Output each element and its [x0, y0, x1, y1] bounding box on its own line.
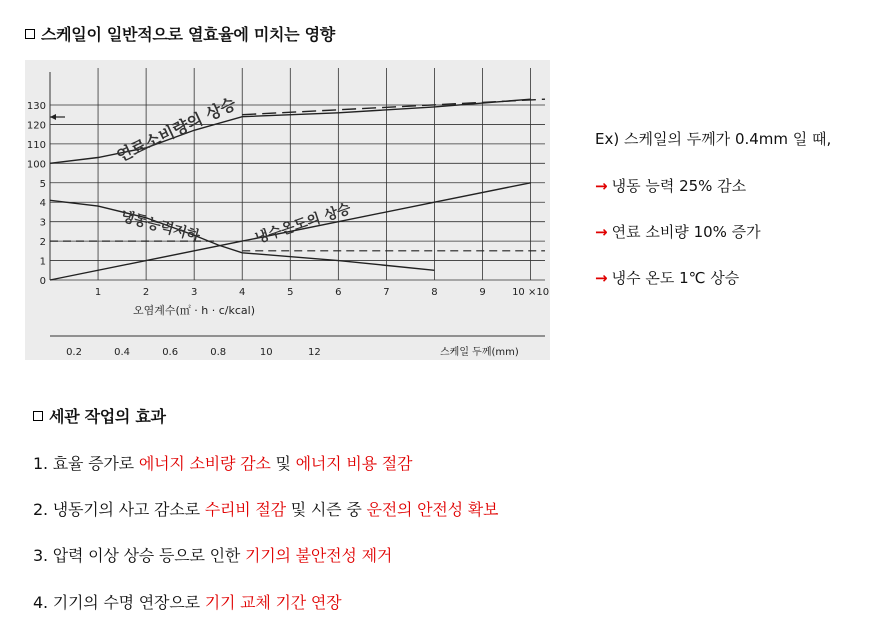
example-item-text: 냉동 능력 25% 감소	[611, 177, 747, 195]
list-item: 1. 효율 증가로 에너지 소비량 감소 및 에너지 비용 절감	[33, 454, 413, 473]
section-title-text: 스케일이 일반적으로 열효율에 미치는 영향	[41, 25, 335, 44]
y-tick-label: 4	[39, 198, 46, 210]
x2-tick-label: 10	[259, 347, 273, 358]
x2-tick-label: 0.4	[114, 347, 131, 358]
annotation-water: 냉수온도의 상승	[253, 200, 353, 247]
example-heading: Ex) 스케일의 두께가 0.4mm 일 때,	[595, 130, 832, 148]
x-axis-label: 오염계수(㎡ · h · c/kcal)	[133, 304, 256, 317]
square-bullet-icon	[33, 411, 43, 421]
x-tick-label: 5	[287, 287, 294, 298]
list-item: 3. 압력 이상 상승 등으로 인한 기기의 불안전성 제거	[33, 546, 393, 565]
y-tick-label: 5	[39, 178, 46, 190]
arrow-right-icon: →	[595, 223, 608, 241]
y-tick-label: 1	[39, 256, 46, 268]
annotation-fuel: 연료소비량의 상승	[113, 93, 239, 166]
x-tick-label: 6	[335, 287, 342, 298]
x2-tick-label: 0.2	[66, 347, 82, 358]
square-bullet-icon	[25, 29, 35, 39]
section-title-cleaning	[33, 404, 166, 427]
y-tick-label: 0	[39, 276, 46, 287]
scale-effect-chart	[25, 60, 550, 360]
x-tick-label: 7	[383, 287, 390, 298]
section-title-scale-effect	[25, 22, 335, 45]
x2-axis-label: 스케일 두께(mm)	[440, 347, 519, 358]
arrow-right-icon: →	[595, 177, 608, 195]
list-item: 2. 냉동기의 사고 감소로 수리비 절감 및 시즌 중 운전의 안전성 확보	[33, 500, 499, 519]
x2-tick-label: 0.6	[162, 347, 179, 358]
x-tick-label: 2	[142, 287, 150, 298]
x-tick-label: 3	[190, 287, 198, 298]
example-item	[595, 221, 761, 242]
y-tick-label: 110	[26, 139, 46, 151]
arrow-right-icon: →	[595, 269, 608, 287]
y-tick-label: 2	[39, 237, 46, 249]
x2-tick-label: 12	[307, 347, 321, 358]
x-tick-label: 1	[94, 287, 102, 298]
x-tick-label: 9	[479, 287, 486, 298]
x2-tick-label: 0.8	[210, 347, 227, 358]
y-tick-label: 120	[26, 120, 46, 132]
example-item	[595, 267, 739, 288]
annotation-refrig: 냉동능력저하	[118, 208, 202, 245]
list-item: 4. 기기의 수명 연장으로 기기 교체 기간 연장	[33, 593, 342, 612]
example-item	[595, 175, 746, 196]
y-tick-label: 130	[26, 101, 46, 112]
x-tick-label: 4	[239, 287, 246, 298]
x-tick-label: 8	[431, 287, 438, 298]
section-title-text: 세관 작업의 효과	[49, 407, 166, 426]
x-tick-label: 10 ×10	[512, 287, 550, 298]
y-tick-label: 100	[26, 159, 46, 171]
example-item-text: 연료 소비량 10% 증가	[611, 223, 761, 241]
example-item-text: 냉수 온도 1℃ 상승	[611, 269, 740, 287]
y-tick-label: 3	[39, 217, 46, 229]
